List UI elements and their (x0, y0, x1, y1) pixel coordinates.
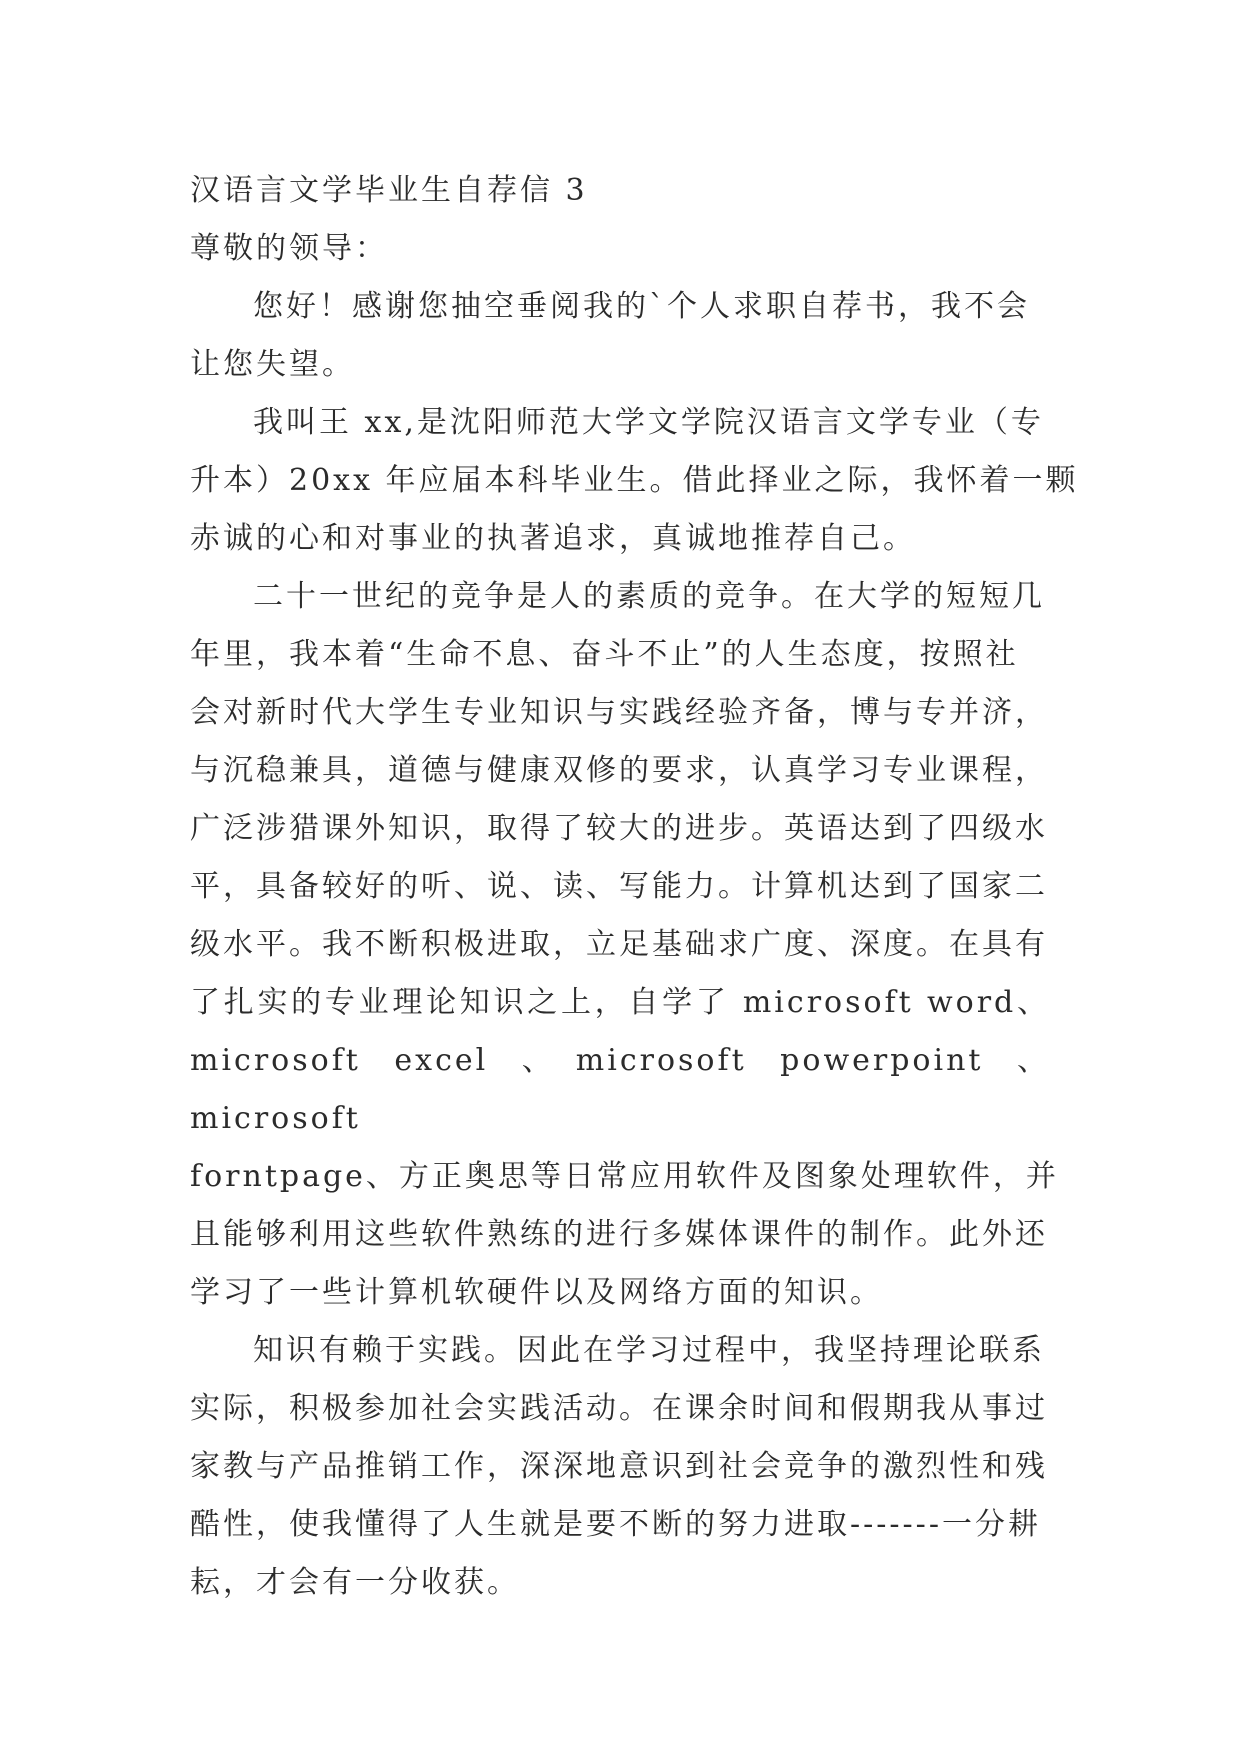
paragraph-2 (190, 394, 1079, 568)
paragraph-line: 家教与产品推销工作，深深地意识到社会竞争的激烈性和残 (190, 1449, 1048, 1484)
document-title: 汉语言文学毕业生自荐信 3 (190, 173, 588, 208)
paragraph-line: 级水平。我不断积极进取，立足基础求广度、深度。在具有 (190, 927, 1048, 962)
paragraph-line: 让您失望。 (190, 347, 355, 382)
letter-body (190, 162, 1079, 1612)
paragraph-line: 年里，我本着“生命不息、奋斗不止”的人生态度，按照社 (190, 637, 1019, 672)
paragraph-line: 学习了一些计算机软硬件以及网络方面的知识。 (190, 1275, 883, 1310)
salutation: 尊敬的领导： (190, 231, 388, 266)
paragraph-line: 二十一世纪的竞争是人的素质的竞争。在大学的短短几 (253, 579, 1045, 614)
paragraph-line: 与沉稳兼具，道德与健康双修的要求，认真学习专业课程， (190, 753, 1048, 788)
paragraph-1 (190, 278, 1050, 394)
paragraph-line: 您好！感谢您抽空垂阅我的`个人求职自荐书，我不会 (253, 289, 1030, 324)
paragraph-line: microsoft excel 、microsoft powerpoint 、microsoft (190, 1043, 1050, 1136)
paragraph-line: 且能够利用这些软件熟练的进行多媒体课件的制作。此外还 (190, 1217, 1048, 1252)
paragraph-line: 会对新时代大学生专业知识与实践经验齐备，博与专并济， (190, 695, 1048, 730)
paragraph-line: 广泛涉猎课外知识，取得了较大的进步。英语达到了四级水 (190, 811, 1048, 846)
paragraph-line: 耘，才会有一分收获。 (190, 1565, 520, 1600)
paragraph-4 (190, 1322, 1050, 1612)
paragraph-line: 平，具备较好的听、说、读、写能力。计算机达到了国家二 (190, 869, 1048, 904)
paragraph-line: 实际，积极参加社会实践活动。在课余时间和假期我从事过 (190, 1391, 1048, 1426)
paragraph-line: 了扎实的专业理论知识之上，自学了 microsoft word、 (190, 985, 1050, 1020)
paragraph-line: 我叫王 xx,是沈阳师范大学文学院汉语言文学专业（专 (253, 405, 1044, 440)
paragraph-line: 酷性，使我懂得了人生就是要不断的努力进取-------一分耕 (190, 1507, 1041, 1542)
paragraph-line: 赤诚的心和对事业的执著追求，真诚地推荐自己。 (190, 521, 916, 556)
paragraph-line: 知识有赖于实践。因此在学习过程中，我坚持理论联系 (253, 1333, 1045, 1368)
paragraph-3 (190, 568, 1059, 1322)
paragraph-line: forntpage、方正奥思等日常应用软件及图象处理软件，并 (190, 1159, 1059, 1194)
paragraph-line: 升本）20xx 年应届本科毕业生。借此择业之际，我怀着一颗 (190, 463, 1079, 498)
